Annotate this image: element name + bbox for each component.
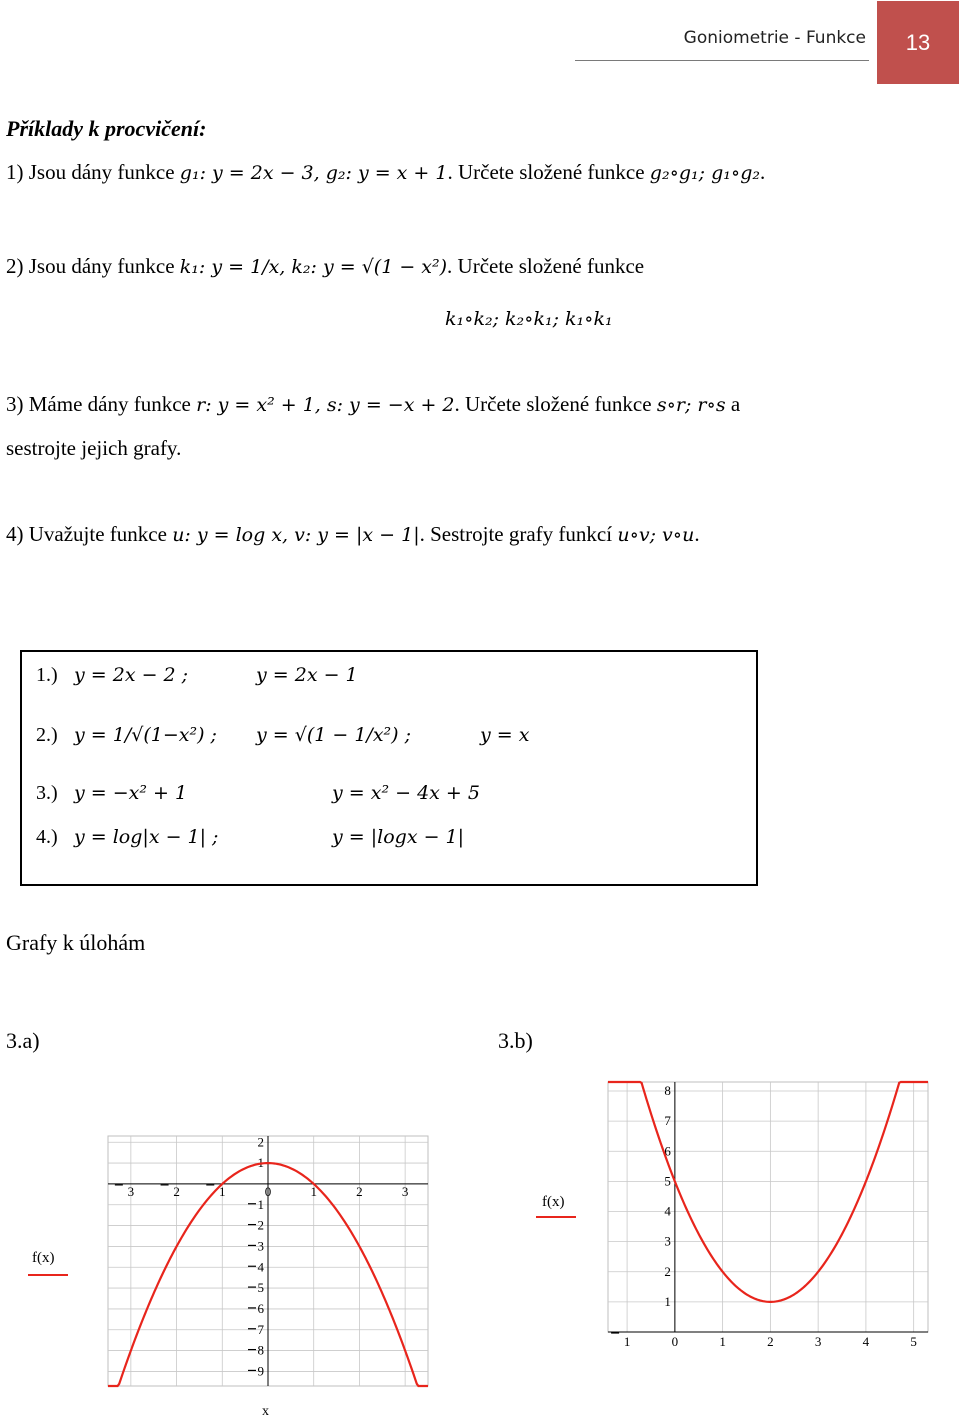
answer-1-num: 1.) — [36, 664, 58, 686]
function-curve — [608, 1082, 928, 1302]
y-tick-label: 6 — [257, 1300, 264, 1316]
answer-2-b: y = √(1 − 1/x²) ; — [256, 724, 412, 746]
problem-2 — [6, 254, 644, 279]
x-tick-label: 2 — [173, 1183, 180, 1199]
problem-4-label: 4) Uvažujte funkce — [6, 522, 167, 546]
problem-1 — [6, 160, 765, 185]
section-heading: Příklady k procvičení: — [6, 116, 207, 141]
header-divider — [575, 60, 869, 61]
x-tick-label: 3 — [401, 1183, 409, 1199]
y-tick-label: 5 — [257, 1280, 264, 1296]
problem-3-text: . Určete složené funkce — [454, 392, 652, 416]
page-number: 13 — [877, 1, 959, 84]
graph-b-legend: f(x) — [542, 1194, 565, 1210]
y-tick-label: 6 — [664, 1143, 671, 1159]
x-tick-label: 0 — [264, 1183, 272, 1199]
header-title: Goniometrie - Funkce — [683, 28, 866, 48]
problem-2-text: . Určete složené funkce — [447, 254, 645, 278]
x-tick-label: 1 — [719, 1334, 726, 1349]
y-tick-label: 1 — [664, 1293, 671, 1309]
y-tick-label: 5 — [664, 1173, 671, 1189]
problem-1-end: . — [759, 160, 766, 184]
graphs-title: Grafy k úlohám — [6, 930, 146, 955]
problem-1-math: g₁: y = 2x − 3, g₂: y = x + 1 — [179, 162, 448, 184]
graph-a-chart — [100, 1120, 440, 1420]
graph-b-label: 3.b) — [498, 1028, 533, 1053]
problem-2-math: k₁: y = 1/x, k₂: y = √(1 − x²) — [179, 256, 448, 278]
problem-3 — [6, 392, 740, 417]
problem-4-end: . — [694, 522, 700, 546]
graph-b-chart — [600, 1072, 940, 1352]
problem-1-label: 1) Jsou dány funkce — [6, 160, 175, 184]
graph-a-xlabel: x — [262, 1404, 269, 1419]
answer-2-a: y = 1/√(1−x²) ; — [74, 724, 217, 746]
y-tick-label: 1 — [257, 1196, 264, 1212]
y-tick-label: 2 — [257, 1134, 264, 1150]
problem-4-text: . Sestrojte grafy funkcí — [419, 522, 613, 546]
answer-4-num: 4.) — [36, 826, 58, 848]
y-tick-label: 2 — [664, 1263, 671, 1279]
answer-1-b: y = 2x − 1 — [256, 664, 358, 686]
x-tick-label: 3 — [814, 1334, 822, 1349]
answer-3-b: y = x² − 4x + 5 — [332, 782, 480, 804]
problem-1-compositions: g₂∘g₁; g₁∘g₂ — [649, 162, 760, 184]
x-tick-label: 3 — [127, 1183, 135, 1199]
y-tick-label: 8 — [257, 1342, 264, 1358]
y-tick-label: 3 — [664, 1233, 671, 1249]
x-tick-label: 5 — [910, 1334, 917, 1349]
problem-3-math: r: y = x² + 1, s: y = −x + 2 — [196, 394, 455, 416]
y-tick-label: 3 — [257, 1238, 264, 1254]
y-tick-label: 2 — [257, 1217, 264, 1233]
problem-3-line2: sestrojte jejich grafy. — [6, 436, 182, 460]
problem-2-compositions: k₁∘k₂; k₂∘k₁; k₁∘k₁ — [445, 308, 613, 330]
problem-4 — [6, 522, 700, 547]
x-tick-label: 1 — [310, 1183, 317, 1199]
y-tick-label: 8 — [664, 1083, 671, 1099]
y-tick-label: 4 — [257, 1259, 264, 1275]
answers-box — [20, 650, 758, 886]
answer-2-c: y = x — [480, 724, 530, 746]
answer-1-a: y = 2x − 2 ; — [74, 664, 189, 686]
grid-frame — [608, 1082, 928, 1332]
y-tick-label: 9 — [257, 1363, 264, 1379]
problem-2-label: 2) Jsou dány funkce — [6, 254, 175, 278]
answer-4-b: y = |logx − 1| — [332, 826, 465, 848]
x-tick-label: 2 — [356, 1183, 363, 1199]
x-tick-label: 4 — [862, 1334, 870, 1349]
x-tick-label: 1 — [219, 1183, 226, 1199]
problem-3-label: 3) Máme dány funkce — [6, 392, 191, 416]
problem-3-compositions: s∘r; r∘s — [656, 394, 726, 416]
y-tick-label: 4 — [664, 1203, 671, 1219]
x-tick-label: 2 — [767, 1334, 774, 1349]
x-tick-label: 0 — [671, 1334, 679, 1349]
answer-3-a: y = −x² + 1 — [74, 782, 188, 804]
problem-1-text: . Určete složené funkce — [447, 160, 645, 184]
graph-a-legend-line — [28, 1274, 68, 1276]
graph-b-legend-line — [536, 1216, 576, 1218]
graph-a-label: 3.a) — [6, 1028, 40, 1053]
y-tick-label: 7 — [664, 1113, 671, 1129]
answer-3-num: 3.) — [36, 782, 58, 804]
y-tick-label: 7 — [257, 1321, 264, 1337]
problem-3-a: a — [730, 392, 741, 416]
y-tick-label: 1 — [257, 1155, 264, 1171]
problem-4-math: u: y = log x, v: y = |x − 1| — [172, 524, 420, 546]
graph-a-legend: f(x) — [32, 1250, 55, 1266]
answer-2-num: 2.) — [36, 724, 58, 746]
answer-4-a: y = log|x − 1| ; — [74, 826, 219, 848]
problem-4-compositions: u∘v; v∘u — [617, 524, 695, 546]
x-tick-label: 1 — [623, 1334, 631, 1349]
